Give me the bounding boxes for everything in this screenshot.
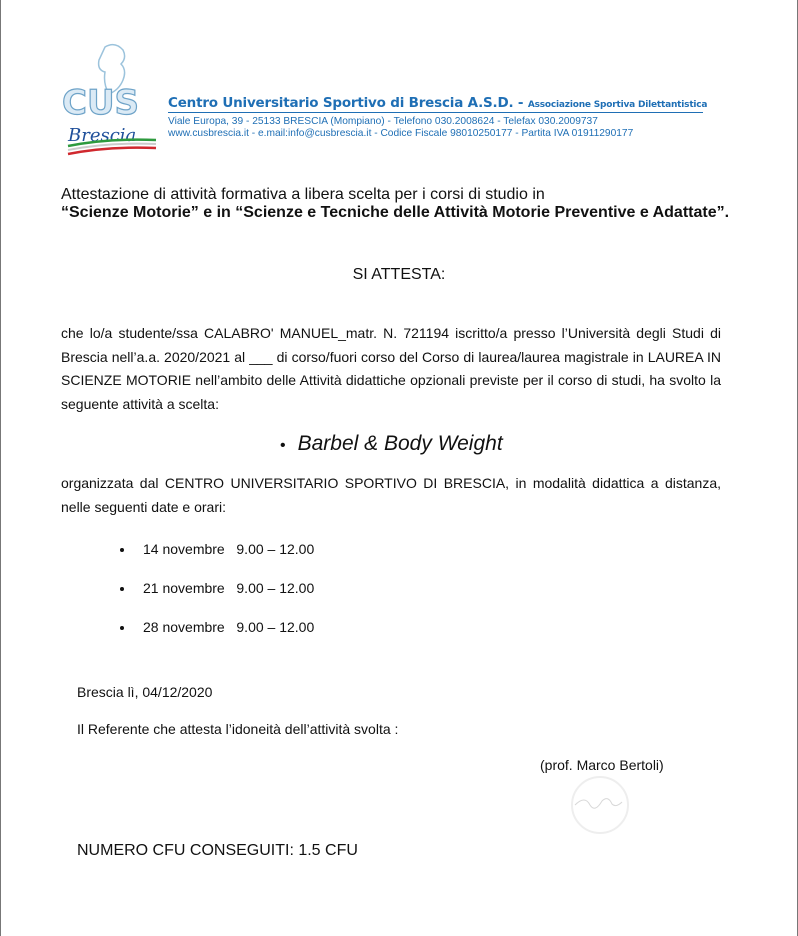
address-line: Viale Europa, 39 - 25133 BRESCIA (Mompiano) - Telefono 030.2008624 - Telefax 030.2009737: [168, 116, 598, 127]
stamp-signature: [535, 775, 695, 845]
document-body: [0, 186, 798, 860]
cus-brescia-logo: [60, 42, 160, 157]
student-paragraph: che lo/a studente/ssa CALABRO' MANUEL_matr. N. 721194 iscritto/a presso l’Università degli Studi di Brescia nell’a.a. 2020/2021 al ___ di corso/fuori corso del Corso di laurea/laurea magistrale in LAUREA IN SCIENZE MOTORIE nell’ambito delle Attività didattiche opzionali previste per il corso di studi, ha svolto la seguente attività a scelta:: [61, 325, 721, 412]
activity-name: Barbel & Body Weight: [297, 432, 503, 455]
svg-text:CUS: CUS: [62, 83, 140, 123]
date-item: • 21 novembre 9.00 – 12.00: [135, 580, 798, 619]
org-name-text: Centro Universitario Sportivo di Brescia A.S.D. -: [168, 95, 524, 111]
intro-bold: “Scienze Motorie” e in “Scienze e Tecniche delle Attività Motorie Preventive e Adattate”.: [61, 204, 730, 221]
signer-name: (prof. Marco Bertoli): [540, 757, 664, 773]
org-address: [168, 116, 633, 140]
referente-label: Il Referente che attesta l’idoneità dell’attività svolta :: [77, 721, 399, 737]
place-date: Brescia lì, 04/12/2020: [77, 684, 213, 700]
bullet-icon: •: [280, 437, 286, 454]
header-divider: [168, 112, 703, 113]
intro-plain: Attestazione di attività formativa a libera scelta per i corsi di studio in: [61, 186, 545, 203]
svg-text:Brescia: Brescia: [68, 125, 137, 146]
dates-list: [135, 541, 798, 658]
intro: [61, 186, 733, 222]
si-attesta: SI ATTESTA:: [352, 266, 446, 283]
web-line: www.cusbrescia.it - e.mail:info@cusbrescia.it - Codice Fiscale 98010250177 - Partita IVA 01911290177: [168, 128, 634, 139]
org-name: [168, 95, 707, 111]
organization-paragraph: organizzata dal CENTRO UNIVERSITARIO SPORTIVO DI BRESCIA, in modalità didattica a distanza, nelle seguenti date e orari:: [61, 475, 721, 515]
date-item: • 28 novembre 9.00 – 12.00: [135, 619, 798, 658]
org-subtitle: Associazione Sportiva Dilettantistica: [527, 100, 708, 110]
date-item: • 14 novembre 9.00 – 12.00: [135, 541, 798, 580]
cfu-total: NUMERO CFU CONSEGUITI: 1.5 CFU: [77, 842, 358, 859]
activity: [280, 432, 798, 458]
